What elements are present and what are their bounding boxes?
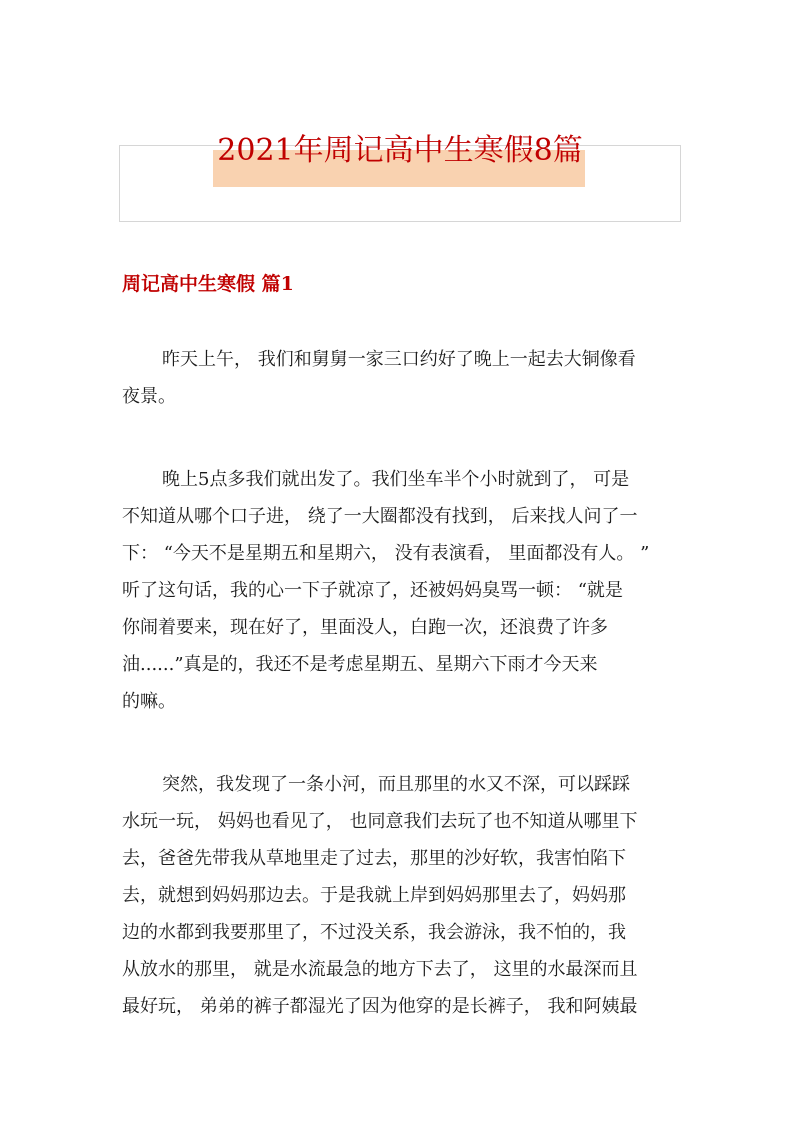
paragraph-line: 最好玩， 弟弟的裤子都湿光了因为他穿的是长裤子， 我和阿姨最	[122, 996, 638, 1017]
paragraph-line: 油......”真是的，我还不是考虑星期五、星期六下雨才今天来	[122, 654, 598, 675]
paragraph-line: 的嘛。	[122, 691, 176, 712]
document-title: 2021年周记高中生寒假8篇	[217, 133, 583, 168]
paragraph-line: 夜景。	[122, 386, 176, 407]
section-heading: 周记高中生寒假 篇1	[122, 273, 294, 295]
paragraph-line: 听了这句话，我的心一下子就凉了，还被妈妈臭骂一顿： “就是	[122, 580, 623, 601]
paragraph-line: 突然，我发现了一条小河，而且那里的水又不深，可以踩踩	[162, 774, 630, 795]
paragraph	[122, 461, 688, 720]
paragraph-line: 边的水都到我要那里了，不过没关系，我会游泳，我不怕的，我	[122, 922, 626, 943]
paragraph-line: 水玩一玩， 妈妈也看见了， 也同意我们去玩了也不知道从哪里下	[122, 811, 638, 832]
paragraph-line: 从放水的那里， 就是水流最急的地方下去了， 这里的水最深而且	[122, 959, 638, 980]
paragraph-line: 去，就想到妈妈那边去。于是我就上岸到妈妈那里去了，妈妈那	[122, 885, 626, 906]
document-body	[122, 341, 688, 1071]
paragraph	[122, 766, 688, 1025]
paragraph-line: 下： “今天不是星期五和星期六， 没有表演看， 里面都没有人。 ”	[122, 543, 650, 564]
paragraph-line: 去，爸爸先带我从草地里走了过去，那里的沙好软，我害怕陷下	[122, 848, 626, 869]
paragraph	[122, 341, 688, 415]
paragraph-line: 不知道从哪个口子进， 绕了一大圈都没有找到， 后来找人问了一	[122, 506, 638, 527]
paragraph-line: 晚上5点多我们就出发了。我们坐车半个小时就到了， 可是	[162, 469, 630, 490]
paragraph-line: 昨天上午， 我们和舅舅一家三口约好了晚上一起去大铜像看	[162, 349, 636, 370]
paragraph-line: 你闹着要来，现在好了，里面没人，白跑一次，还浪费了许多	[122, 617, 608, 638]
